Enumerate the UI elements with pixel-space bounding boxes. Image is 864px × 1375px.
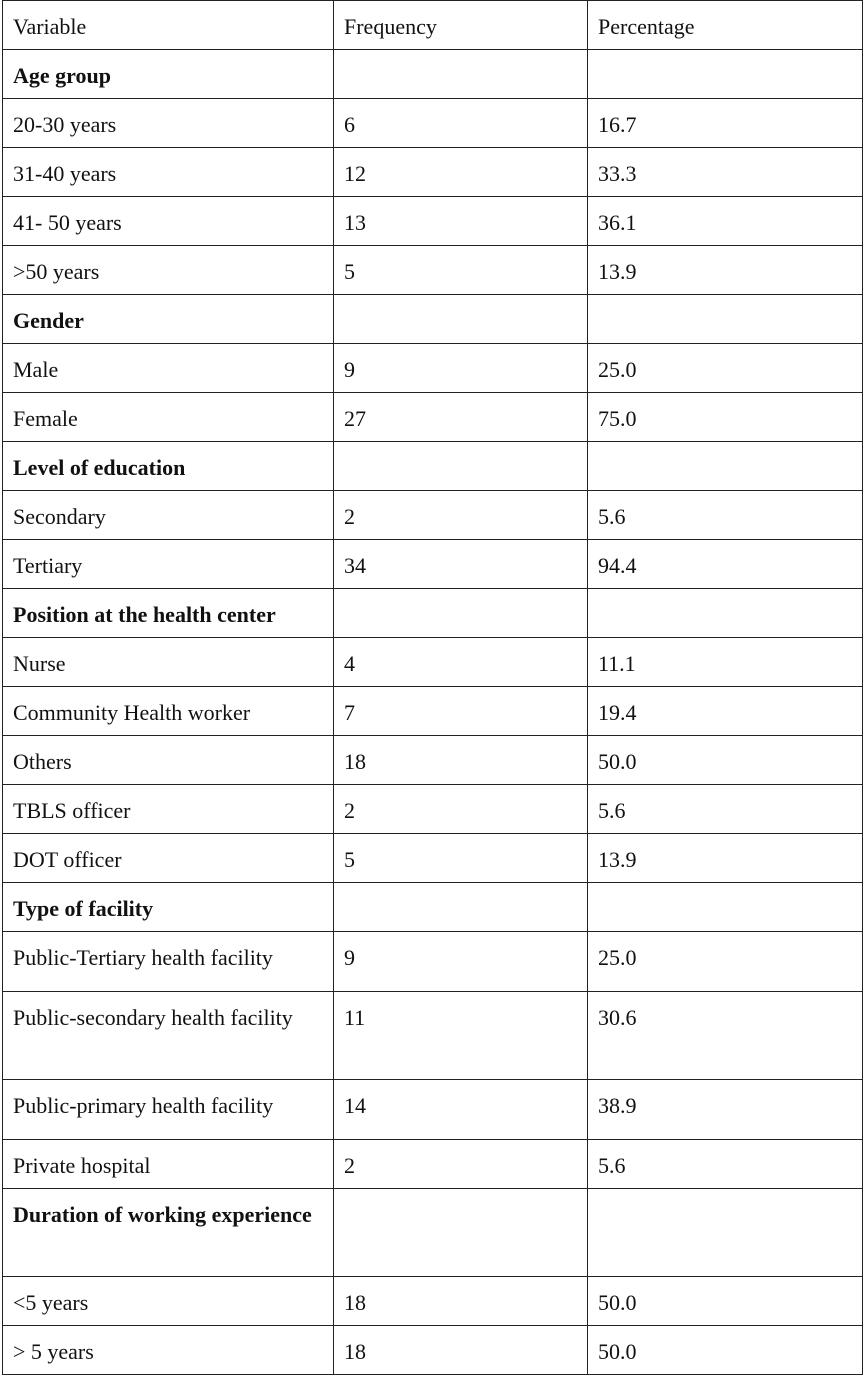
frequency-cell: 34: [334, 540, 588, 589]
variable-cell: Female: [3, 393, 334, 442]
variable-cell: Duration of working experience: [3, 1189, 334, 1277]
table-row: [3, 1277, 863, 1326]
percentage-cell: 13.9: [588, 834, 863, 883]
variable-cell: Public-secondary health facility: [3, 992, 334, 1080]
table-row: [3, 344, 863, 393]
variable-cell: TBLS officer: [3, 785, 334, 834]
percentage-cell: 50.0: [588, 1326, 863, 1375]
percentage-cell: [588, 295, 863, 344]
percentage-cell: 38.9: [588, 1080, 863, 1140]
frequency-cell: 18: [334, 736, 588, 785]
table-section-row: [3, 442, 863, 491]
percentage-cell: 75.0: [588, 393, 863, 442]
table-row: [3, 148, 863, 197]
variable-cell: Public-primary health facility: [3, 1080, 334, 1140]
table-section-row: [3, 589, 863, 638]
frequency-cell: 18: [334, 1326, 588, 1375]
percentage-cell: 25.0: [588, 932, 863, 992]
demographics-table: [2, 0, 863, 1375]
table-row: [3, 687, 863, 736]
variable-cell: 31-40 years: [3, 148, 334, 197]
frequency-cell: 12: [334, 148, 588, 197]
percentage-cell: 5.6: [588, 785, 863, 834]
table-row: [3, 834, 863, 883]
frequency-cell: 2: [334, 785, 588, 834]
frequency-cell: 5: [334, 246, 588, 295]
frequency-cell: 18: [334, 1277, 588, 1326]
percentage-cell: 33.3: [588, 148, 863, 197]
table-section-row: [3, 295, 863, 344]
frequency-cell: [334, 295, 588, 344]
percentage-cell: 50.0: [588, 736, 863, 785]
variable-cell: Secondary: [3, 491, 334, 540]
variable-cell: Gender: [3, 295, 334, 344]
table-row: [3, 638, 863, 687]
table-row: [3, 491, 863, 540]
frequency-cell: [334, 1189, 588, 1277]
header-variable: Variable: [3, 1, 334, 50]
header-percentage: Percentage: [588, 1, 863, 50]
variable-cell: Level of education: [3, 442, 334, 491]
table-section-row: [3, 883, 863, 932]
table-body: [3, 1, 863, 1375]
frequency-cell: 2: [334, 491, 588, 540]
percentage-cell: [588, 50, 863, 99]
frequency-cell: 14: [334, 1080, 588, 1140]
variable-cell: Tertiary: [3, 540, 334, 589]
percentage-cell: 5.6: [588, 1140, 863, 1189]
variable-cell: Male: [3, 344, 334, 393]
variable-cell: Private hospital: [3, 1140, 334, 1189]
table-row: [3, 1326, 863, 1375]
table-row: [3, 197, 863, 246]
frequency-cell: [334, 442, 588, 491]
percentage-cell: 16.7: [588, 99, 863, 148]
variable-cell: <5 years: [3, 1277, 334, 1326]
variable-cell: Community Health worker: [3, 687, 334, 736]
percentage-cell: 25.0: [588, 344, 863, 393]
table-row: [3, 1140, 863, 1189]
frequency-cell: 7: [334, 687, 588, 736]
frequency-cell: [334, 589, 588, 638]
frequency-cell: [334, 50, 588, 99]
header-frequency: Frequency: [334, 1, 588, 50]
table-row: [3, 992, 863, 1080]
frequency-cell: 5: [334, 834, 588, 883]
table-row: [3, 932, 863, 992]
variable-cell: Age group: [3, 50, 334, 99]
variable-cell: > 5 years: [3, 1326, 334, 1375]
variable-cell: DOT officer: [3, 834, 334, 883]
variable-cell: Public-Tertiary health facility: [3, 932, 334, 992]
percentage-cell: [588, 589, 863, 638]
variable-cell: Position at the health center: [3, 589, 334, 638]
frequency-cell: 11: [334, 992, 588, 1080]
table-row: [3, 540, 863, 589]
variable-cell: >50 years: [3, 246, 334, 295]
variable-cell: 41- 50 years: [3, 197, 334, 246]
percentage-cell: 50.0: [588, 1277, 863, 1326]
frequency-cell: 2: [334, 1140, 588, 1189]
table-row: [3, 99, 863, 148]
table-row: [3, 246, 863, 295]
frequency-cell: 9: [334, 344, 588, 393]
table-section-row: [3, 1189, 863, 1277]
percentage-cell: 5.6: [588, 491, 863, 540]
table-header-row: [3, 1, 863, 50]
variable-cell: Others: [3, 736, 334, 785]
percentage-cell: 30.6: [588, 992, 863, 1080]
percentage-cell: [588, 883, 863, 932]
frequency-cell: 4: [334, 638, 588, 687]
table-row: [3, 736, 863, 785]
percentage-cell: 36.1: [588, 197, 863, 246]
table-row: [3, 393, 863, 442]
table-section-row: [3, 50, 863, 99]
frequency-cell: 13: [334, 197, 588, 246]
variable-cell: Nurse: [3, 638, 334, 687]
percentage-cell: 13.9: [588, 246, 863, 295]
table-row: [3, 1080, 863, 1140]
percentage-cell: [588, 1189, 863, 1277]
frequency-cell: 27: [334, 393, 588, 442]
percentage-cell: 11.1: [588, 638, 863, 687]
variable-cell: 20-30 years: [3, 99, 334, 148]
frequency-cell: 9: [334, 932, 588, 992]
variable-cell: Type of facility: [3, 883, 334, 932]
table-row: [3, 785, 863, 834]
frequency-cell: [334, 883, 588, 932]
percentage-cell: 94.4: [588, 540, 863, 589]
frequency-cell: 6: [334, 99, 588, 148]
percentage-cell: 19.4: [588, 687, 863, 736]
percentage-cell: [588, 442, 863, 491]
